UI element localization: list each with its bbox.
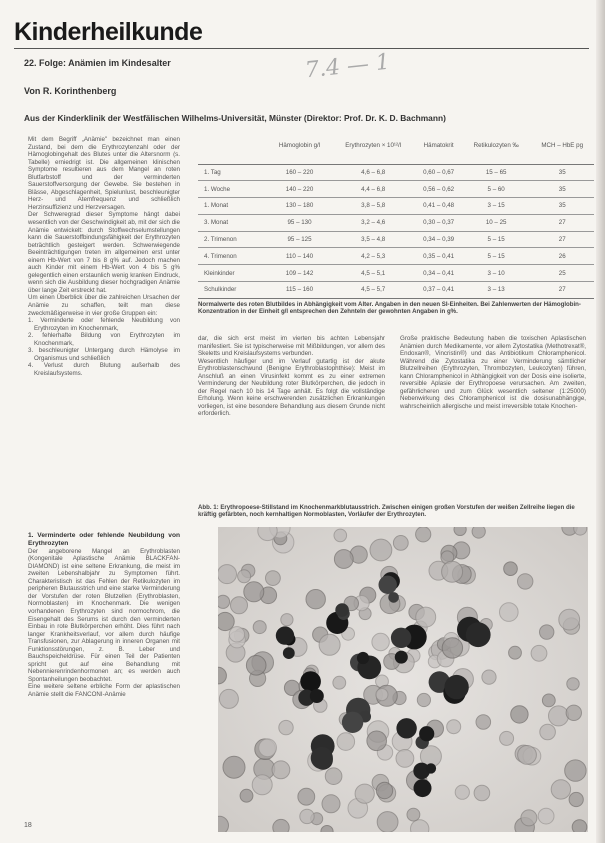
table-cell: 95 – 130 <box>268 214 331 231</box>
paragraph: Wesentlich häufiger und im Verlauf gutartig ist der akute Erythroblastenschwund (Benigne Erythroblastophthise): Meist im Anschluß an einen Virusinfekt kommt es zu einer extremen Verminderung der Neubildung roter Blutkörperchen, die jedoch in der Regel nach 10 bis 14 Tage anhält. Es folgt die vollständige Erholung. Wenn keine erschwerenden zusätzlichen Erkrankungen vorliegen, ist eine besondere Behandlung aus diesem Grunde nicht erforderlich. <box>198 357 385 418</box>
erythrocyte <box>218 595 230 608</box>
erythrocyte <box>238 570 251 583</box>
table-header-cell <box>198 140 268 164</box>
table-cell: 3 – 15 <box>462 198 531 215</box>
table-cell: 0,30 – 0,37 <box>415 214 462 231</box>
erythrocyte <box>252 775 272 795</box>
table-cell: 109 – 142 <box>268 265 331 282</box>
normoblast <box>300 671 321 692</box>
table-cell: 5 – 15 <box>462 231 531 248</box>
erythrocyte <box>442 561 463 582</box>
table-row <box>198 181 594 198</box>
erythrocyte <box>372 633 389 650</box>
erythrocyte <box>416 607 436 627</box>
paragraph: Große praktische Bedeutung haben die toxischen Aplastischen Anämien durch Medikamente, vor allem Zytostatika (Methotrexat®, Endoxan®, Vincristin®) und das Antibiotikum Chloramphenicol. Während die Zytostatika zu einer Verminderung sämtlicher Blutzellreihen (Erythrozyten, Thrombozyten, Leukozyten) führen, kann Chloramphenicol in Abhängigkeit von der Dosis eine isolierte, reversible Aplasie der Erythropoese verursachen. Am zweiten, gefährlicheren und zum Glück wesentlich seltener (1:25000) Nebenwirkung des Chloramphenicol ist die dosisunabhängige, wahrscheinlich allergische und meist irreversible totale Knochen- <box>400 335 586 410</box>
erythrocyte <box>219 689 238 708</box>
table-cell: 4,6 – 6,8 <box>331 164 415 181</box>
list-item: 3. beschleunigter Untergang durch Hämolyse im Organismus und schließlich <box>28 347 180 362</box>
table-cell: 0,37 – 0,41 <box>415 282 462 299</box>
erythrocyte <box>298 788 315 805</box>
bone-marrow-micrograph <box>218 527 588 832</box>
normoblast <box>276 626 294 644</box>
handwritten-note: 7.4 — 1 <box>303 49 392 84</box>
table-header-row <box>198 140 594 164</box>
erythrocyte <box>322 795 340 813</box>
table-cell: 0,34 – 0,41 <box>415 265 462 282</box>
article-affiliation: Aus der Kinderklinik der Westfälischen Wilhelms-Universität, Münster (Direktor: Prof. Dr. K. D. Bachmann) <box>24 113 446 123</box>
erythrocyte <box>417 693 430 706</box>
normoblast <box>335 603 349 617</box>
table-row-label: 1. Tag <box>198 164 268 181</box>
table-cell: 3 – 13 <box>462 282 531 299</box>
erythrocyte <box>396 750 414 768</box>
left-column-upper <box>28 136 180 378</box>
table-cell: 0,41 – 0,48 <box>415 198 462 215</box>
erythrocyte <box>253 621 266 634</box>
table-header-cell: Erythrozyten × 10¹²/l <box>331 140 415 164</box>
normoblast <box>395 651 408 664</box>
erythrocyte <box>574 527 587 535</box>
erythrocyte <box>333 676 346 689</box>
paragraph: Um einen Überblick über die zahlreichen Ursachen der Anämie zu schaffen, teilt man diese zweckmäßigerweise in vier große Gruppen ein: <box>28 294 180 317</box>
normoblast <box>379 576 397 594</box>
table-cell: 95 – 125 <box>268 231 331 248</box>
erythrocyte <box>511 706 528 723</box>
erythrocyte <box>559 609 580 630</box>
erythrocyte <box>244 582 264 602</box>
left-column-lower <box>28 530 180 699</box>
table-header-cell: Hämatokrit <box>415 140 462 164</box>
normoblast <box>414 779 432 797</box>
erythrocyte <box>567 678 579 690</box>
erythrocyte <box>472 527 485 538</box>
erythrocyte <box>367 731 387 751</box>
erythrocyte <box>319 634 340 655</box>
page-title: Kinderheilkunde <box>14 18 203 46</box>
micrograph-image <box>218 527 588 832</box>
table-cell: 0,35 – 0,41 <box>415 248 462 265</box>
normoblast <box>466 622 491 647</box>
erythrocyte <box>540 625 554 639</box>
table-body <box>198 164 594 298</box>
erythrocyte <box>476 715 491 730</box>
erythrocyte <box>540 724 556 740</box>
table-cell: 4,5 – 5,7 <box>331 282 415 299</box>
erythrocyte <box>376 782 392 798</box>
list-item: 2. fehlerhafte Bildung von Erythrozyten im Knochenmark, <box>28 332 180 347</box>
table-header-cell: Retikulozyten ‰ <box>462 140 531 164</box>
normoblast <box>311 747 333 769</box>
erythrocyte <box>407 808 420 821</box>
table-row <box>198 282 594 299</box>
table-row <box>198 231 594 248</box>
table-cell: 4,2 – 5,3 <box>331 248 415 265</box>
erythrocyte <box>218 565 237 584</box>
middle-column <box>198 335 385 418</box>
erythrocyte <box>447 720 461 734</box>
table-row-label: 2. Trimenon <box>198 231 268 248</box>
table-cell: 4,5 – 5,1 <box>331 265 415 282</box>
table-cell: 140 – 220 <box>268 181 331 198</box>
section-heading: 1. Verminderte oder fehlende Neubildung von Erythrozyten <box>28 532 180 547</box>
table-row-label: 1. Woche <box>198 181 268 198</box>
table-cell: 160 – 220 <box>268 164 331 181</box>
list-item: 4. Verlust durch Blutung außerhalb des Kreislaufsystems. <box>28 362 180 377</box>
normoblast <box>391 628 411 648</box>
erythrocyte <box>259 739 277 757</box>
erythrocyte <box>376 689 388 701</box>
erythrocyte <box>572 820 587 832</box>
erythrocyte <box>416 527 431 542</box>
erythrocyte <box>442 638 462 658</box>
table-row-label: Schulkinder <box>198 282 268 299</box>
normal-values-table <box>198 140 594 299</box>
normoblast <box>357 652 369 664</box>
erythrocyte <box>500 731 514 745</box>
table-cell: 4,4 – 6,8 <box>331 181 415 198</box>
table-row-label: Kleinkinder <box>198 265 268 282</box>
erythrocyte <box>454 527 466 536</box>
table-cell: 115 – 160 <box>268 282 331 299</box>
erythrocyte <box>542 694 555 707</box>
erythrocyte <box>549 706 569 726</box>
table-row <box>198 248 594 265</box>
table-cell: 35 <box>530 164 594 181</box>
paragraph: Eine weitere seltene erbliche Form der aplastischen Anämie stellt die FANCONI-Anämie <box>28 683 180 698</box>
erythrocyte <box>518 746 537 765</box>
erythrocyte <box>229 627 244 642</box>
table-cell: 3 – 10 <box>462 265 531 282</box>
normoblast <box>283 647 295 659</box>
erythrocyte <box>300 809 314 823</box>
normoblast <box>396 718 416 738</box>
normoblast <box>342 712 363 733</box>
table-cell: 35 <box>530 181 594 198</box>
table-cell: 15 – 65 <box>462 164 531 181</box>
table-cell: 3,2 – 4,6 <box>331 214 415 231</box>
erythrocyte <box>500 603 519 622</box>
erythrocyte <box>325 768 342 785</box>
table-cell: 5 – 15 <box>462 248 531 265</box>
erythrocyte <box>569 792 583 806</box>
paragraph: Der Schweregrad dieser Symptome hängt dabei wesentlich von der Geschwindigkeit ab, mit der sich die Anämie entwickelt: durch Stoffwechselumstellungen kann die Sauerstoffbindungsfähigkeit der Erythrozyten beträchtlich gesteigert werden. Schwerwiegende Beeinträchtigungen treten im allgemeinen erst unter einem Hb-Wert von 7 bis 8 g% auf. Jedoch machen auch Kinder mit einem Hb-Wert von 4 bis 5 g% gelegentlich einen erstaunlich wenig kranken Eindruck, wenn sich die Ausbildung dieser hochgradigen Anämie über lange Zeit erstreckt hat. <box>28 211 180 294</box>
table-cell: 26 <box>530 248 594 265</box>
article-author: Von R. Korinthenberg <box>24 86 117 96</box>
table-row <box>198 164 594 181</box>
erythrocyte <box>334 550 353 569</box>
erythrocyte <box>273 819 289 832</box>
figure-caption: Abb. 1: Erythropoese-Stillstand im Knochenmarkblutausstrich. Zwischen einigen großen Vorstufen der weißen Zellreihe liegen die kräftig gefärbten, noch kernhaltigen Normoblasten, Vorläufer der Erythrozyten. <box>198 504 575 519</box>
table-row-label: 1. Monat <box>198 198 268 215</box>
erythrocyte <box>393 536 408 551</box>
table-cell: 5 – 60 <box>462 181 531 198</box>
normoblast <box>388 592 399 603</box>
erythrocyte <box>355 784 374 803</box>
erythrocyte <box>565 760 586 781</box>
table-cell: 0,34 – 0,39 <box>415 231 462 248</box>
table-row <box>198 214 594 231</box>
erythrocyte <box>231 597 248 614</box>
table-caption: Normalwerte des roten Blutbildes in Abhängigkeit vom Alter. Angaben in den neuen SI-Einheiten. Bei Zahlenwerten der Hämoglobin-Konzentration in der Einheit g/l entsprechen den Zehnteln der gewohnten Angaben in g%. <box>198 301 581 316</box>
page-number: 18 <box>24 822 32 829</box>
article-subtitle: 22. Folge: Anämien im Kindesalter <box>24 58 171 68</box>
table-row-label: 4. Trimenon <box>198 248 268 265</box>
erythrocyte <box>246 656 266 676</box>
erythrocyte <box>334 529 347 542</box>
right-column <box>400 335 586 410</box>
erythrocyte <box>281 614 293 626</box>
erythrocyte <box>306 590 325 609</box>
paragraph: dar, die sich erst meist im vierten bis achten Lebensjahr manifestiert. Sie ist typischerweise mit Mißbildungen, vor allem des Skeletts und Kreislaufsystems verbunden. <box>198 335 385 358</box>
erythrocyte <box>518 574 533 589</box>
title-rule <box>14 48 589 49</box>
normoblast <box>444 675 468 699</box>
erythrocyte <box>370 539 392 561</box>
erythrocyte <box>531 645 547 661</box>
erythrocyte <box>377 812 398 832</box>
table-cell: 0,56 – 0,62 <box>415 181 462 198</box>
normoblast <box>419 726 434 741</box>
table-cell: 10 – 25 <box>462 214 531 231</box>
erythrocyte <box>482 670 496 684</box>
table-cell: 27 <box>530 282 594 299</box>
binding-shadow <box>596 0 605 843</box>
erythrocyte <box>504 562 518 576</box>
paragraph: Mit dem Begriff „Anämie" bezeichnet man einen Zustand, bei dem die Erythrozytenzahl oder der Hämoglobingehalt des Blutes unter die Altersnorm (s. Tabelle) erniedrigt ist. Die allgemeinen klinischen Symptome resultieren aus dem Mangel an roten Blutfarbstoff und der verminderten Sauerstoffversorgung der Gewebe. Sie bestehen in Blässe, Abgeschlagenheit, Spielunlust, beschleunigter Herz- und Atemfrequenz und schließlich Herzinsuffizienz und Herzversagen. <box>28 136 180 211</box>
table-cell: 27 <box>530 231 594 248</box>
erythrocyte <box>218 612 234 630</box>
erythrocyte <box>551 780 570 799</box>
table-cell: 25 <box>530 265 594 282</box>
erythrocyte <box>455 785 469 799</box>
erythrocyte <box>538 808 554 824</box>
table-cell: 110 – 140 <box>268 248 331 265</box>
erythrocyte <box>266 571 281 586</box>
erythrocyte <box>337 733 355 751</box>
table-row <box>198 198 594 215</box>
normoblast <box>310 689 324 703</box>
table-cell: 3,5 – 4,8 <box>331 231 415 248</box>
table-cell: 3,8 – 5,8 <box>331 198 415 215</box>
erythrocyte <box>279 720 293 734</box>
erythrocyte <box>240 789 253 802</box>
table-cell: 130 – 180 <box>268 198 331 215</box>
table-header-cell: MCH – HbE pg <box>530 140 594 164</box>
paragraph: Der angeborene Mangel an Erythroblasten (Kongenitale Aplastische Anämie BLACKFAN-DIAMOND) ist eine seltene Erkrankung, die meist im zweiten Lebenshalbjahr zu Symptomen führt. Charakteristisch ist das Fehlen der Retikulozyten im peripheren Blutausstrich und eine starke Verminderung der Vorstufen der roten Blutzellen (Erythroblasten, Normoblasten) im Knochenmark. Die wenigen vorhandenen Erythrozyten sind normochrom, die Eisengehalt des Serums ist durch den verminderten Einbau in rote Blutkörperchen erhöht. Dies führt nach langer Krankheitsverlauf, vor allem durch häufige Transfusionen, zur Ablagerung in inneren Organen mit Funktionsstörungen, z. B. Leber und Bauchspeicheldrüse. Für einen Teil der Patienten spricht gut auf eine Behandlung mit Nebennierenrindenhormonen an; es werden auch Spontanheilungen beobachtet. <box>28 547 180 683</box>
list-item: 1. Verminderte oder fehlende Neubildung von Erythrozyten im Knochenmark, <box>28 317 180 332</box>
table-row-label: 3. Monat <box>198 214 268 231</box>
erythrocyte <box>223 756 245 778</box>
normoblast <box>426 763 436 773</box>
erythrocyte <box>521 810 537 826</box>
erythrocyte <box>509 646 522 659</box>
erythrocyte <box>566 705 581 720</box>
table-header-cell: Hämoglobin g/l <box>268 140 331 164</box>
erythrocyte <box>474 785 490 801</box>
erythrocyte <box>272 761 290 779</box>
table-cell: 0,60 – 0,67 <box>415 164 462 181</box>
table-cell: 27 <box>530 214 594 231</box>
table-row <box>198 265 594 282</box>
table-cell: 35 <box>530 198 594 215</box>
